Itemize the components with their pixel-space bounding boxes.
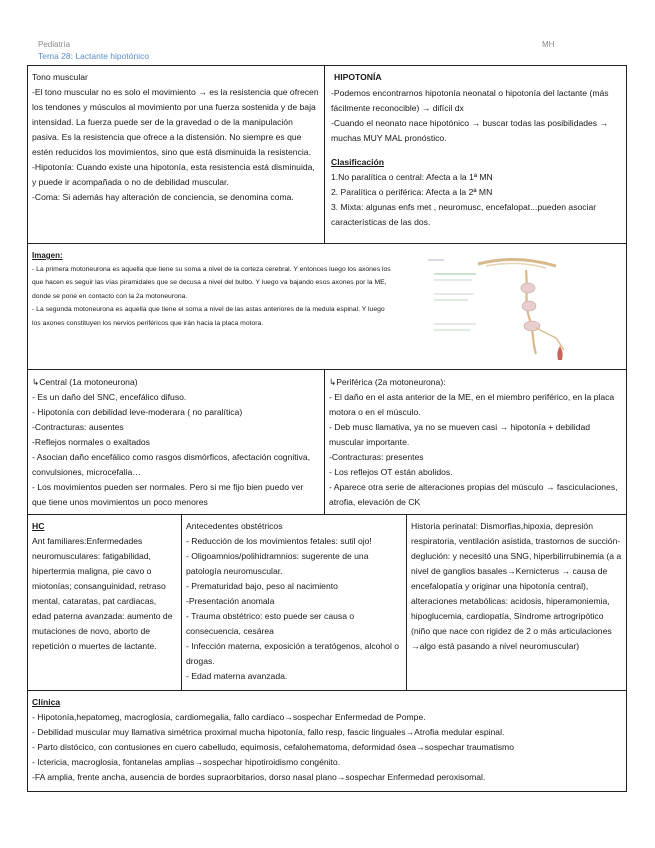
row-imagen [28, 244, 626, 370]
row-historia [28, 515, 626, 691]
cell-hc [28, 515, 181, 690]
topic-title: Tema 28: Lactante hipotónico [38, 51, 150, 61]
subject-label: Pediatría [38, 40, 71, 49]
motor-pathway-figure [416, 250, 612, 362]
hipotonia-line: -Cuando el neonato nace hipotónico → buscar todas las posibilidades → muchas MUY MAL pronóstico. [331, 118, 609, 143]
clinica-line: - Parto distócico, con contusiones en cuero cabelludo, equimosis, cefalohematoma, deformidad ósea→sospechar traumatismo [32, 742, 514, 752]
periferica-line: - Aparece otra serie de alteraciones propias del músculo → fasciculaciones, atrofia, elevación de CK [329, 482, 618, 507]
clinica-line: - Ictericia, macroglosia, fontanelas amplias→sospechar hipotiroidismo congénito. [32, 757, 341, 767]
tono-line: -El tono muscular no es solo el movimiento → es la resistencia que ofrecen los tendones y músculos al movimiento por una fuerza sostenida y de baja intensidad. La fuerza puede ser de la gravedad o de la manipulación pasiva. Es la resistencia que ofrece a la distensión. No siempre es que estén reducidos los movimientos, sino que está disminuida la resistencia. [32, 87, 319, 157]
obstetricos-line: - Trauma obstétrico: esto puede ser causa o consecuencia, cesárea [186, 611, 355, 636]
clasificacion-title: Clasificación [331, 157, 385, 167]
obstetricos-line: - Oligoamnios/polihidramnios: sugerente de una patología neuromuscular. [186, 551, 369, 576]
obstetricos-title: Antecedentes obstétricos [186, 521, 283, 531]
cell-central [28, 370, 324, 514]
central-line: - Es un daño del SNC, encefálico difuso. [32, 392, 187, 402]
central-line: - Los movimientos pueden ser normales. Pero si me fijo bien puedo ver que tiene unos movimientos un poco menores [32, 482, 304, 507]
obstetricos-line: - Prematuridad bajo, peso al nacimiento [186, 581, 338, 591]
author-initials: MH [542, 40, 555, 49]
cell-clinica [28, 691, 626, 791]
clasificacion-item: 2. Paralítica o periférica: Afecta a la 2ª MN [331, 187, 493, 197]
cell-periferica [324, 370, 626, 514]
central-line: - Hipotonía con debilidad leve-moderara ( no paralítica) [32, 407, 243, 417]
clinica-title: Clínica [32, 697, 61, 707]
obstetricos-line: - Reducción de los movimientos fetales: sutil ojo! [186, 536, 372, 546]
periferica-line: - El daño en el asta anterior de la ME, en el miembro periférico, en la placa motora o en el músculo. [329, 392, 615, 417]
clasificacion-item: 3. Mixta: algunas enfs met , neuromusc, encefalopat...pueden asociar características de las dos. [331, 202, 597, 227]
hipotonia-line: -Podemos encontrarnos hipotonía neonatal o hipotonía del lactante (más fácilmente reconocible) → difícil dx [331, 88, 609, 113]
clinica-line: - Debilidad muscular muy llamativa simétrica proximal mucha hipotonía, fallo resp, fascic linguales→Atrofia medular espinal. [32, 727, 505, 737]
tono-line: -Hipotonía: Cuando existe una hipotonía, esta resistencia está disminuida, y puede ir acompañada o no de debilidad muscular. [32, 162, 315, 187]
central-line: -Contracturas: ausentes [32, 422, 124, 432]
clinica-line: - Hipotonía,hepatomeg, macroglosia, cardiomegalia, fallo cardiaco→sospechar Enfermedad de Pompe. [32, 712, 426, 722]
notes-table [27, 65, 627, 792]
row-tono-hipotonia [28, 66, 626, 244]
periferica-line: - Deb musc llamativa, ya no se mueven casi → hipotonía + debilidad muscular importante. [329, 422, 591, 447]
periferica-line: -Contracturas: presentes [329, 452, 424, 462]
imagen-line: - La segunda motoneurona es aquella que tiene el soma a nivel de las astas anteriores de la medula espinal. Y luego los axones constituyen los nervios periféricos que irán hacia la placa motora. [32, 306, 385, 327]
periferica-line: - Los reflejos OT están abolidos. [329, 467, 453, 477]
central-title: ↳Central (1a motoneurona) [32, 377, 138, 387]
tono-line: -Coma: Si además hay alteración de conciencia, se denomina coma. [32, 192, 294, 202]
hipotonia-title: HIPOTONÍA [334, 72, 382, 82]
medulla-section [522, 301, 536, 311]
hc-text: Ant familiares:Enfermedades neuromusculares: fatigabilidad, hipertermia maligna, pie cavo o miotonías; consanguinidad, retraso mental, cataratas, pat cardiacas, edad paterna avanzada: aumento de mutaciones de novo, aborto de repetición o muertes de lactante. [32, 536, 173, 651]
tono-title: Tono muscular [32, 72, 88, 82]
perinatal-paragraph [411, 519, 622, 654]
hc-title: HC [32, 521, 45, 531]
cell-perinatal [406, 515, 626, 690]
central-line: -Reflejos normales o exaltados [32, 437, 150, 447]
row-clinica [28, 691, 626, 791]
row-central-periferica [28, 370, 626, 515]
central-line: - Asocian daño encefálico como rasgos dismórficos, afectación cognitiva, convulsiones, microcefalia… [32, 452, 311, 477]
cell-obstetricos [181, 515, 406, 690]
perinatal-title: Historia perinatal: [411, 521, 478, 531]
brainstem-section [521, 283, 535, 293]
obstetricos-line: - Infección materna, exposición a teratógenos, alcohol o drogas. [186, 641, 400, 666]
obstetricos-line: -Presentación anomala [186, 596, 275, 606]
imagen-label: Imagen: [32, 251, 63, 260]
cell-hipotonia [324, 66, 626, 243]
clasificacion-item: 1.No paralítica o central: Afecta a la 1ª MN [331, 172, 493, 182]
clinica-line: -FA amplia, frente ancha, ausencia de bordes supraorbitarios, dorso nasal plano→sospechar Enfermedad peroxisomal. [32, 772, 486, 782]
imagen-line: - La primera motoneurona es aquella que tiene su soma a nivel de la corteza cerebral. Y entonces luego los axones los que hacen es seguir las vías piramidales que se decusa a nivel del bulbo. Y luego va bajando esos axones por la ME, donde se pone en contacto con la 2a motoneurona. [32, 265, 391, 300]
figure-background [416, 250, 612, 362]
cell-tono-muscular [28, 66, 324, 243]
perinatal-text: Dismorfias,hipoxia, depresión respiratoria, ventilación asistida, trastornos de succión-deglución: y necesitó una SNG, hiperbilirrubinemia (a a nivel de ganglios basales→Kernicterus → causa de encefalopatía y originar una hipotonía central), alteraciones metabólicas: acidosis, hiperamoniemia, hipoglucemia, cardiopatía, Síndrome artrogripótico (niño que nace con rigidez de 2 o más articulaciones →algo está pasando a nivel neuromuscular) [411, 521, 622, 651]
periferica-title: ↳Periférica (2a motoneurona): [329, 377, 446, 387]
obstetricos-line: - Edad materna avanzada. [186, 671, 288, 681]
